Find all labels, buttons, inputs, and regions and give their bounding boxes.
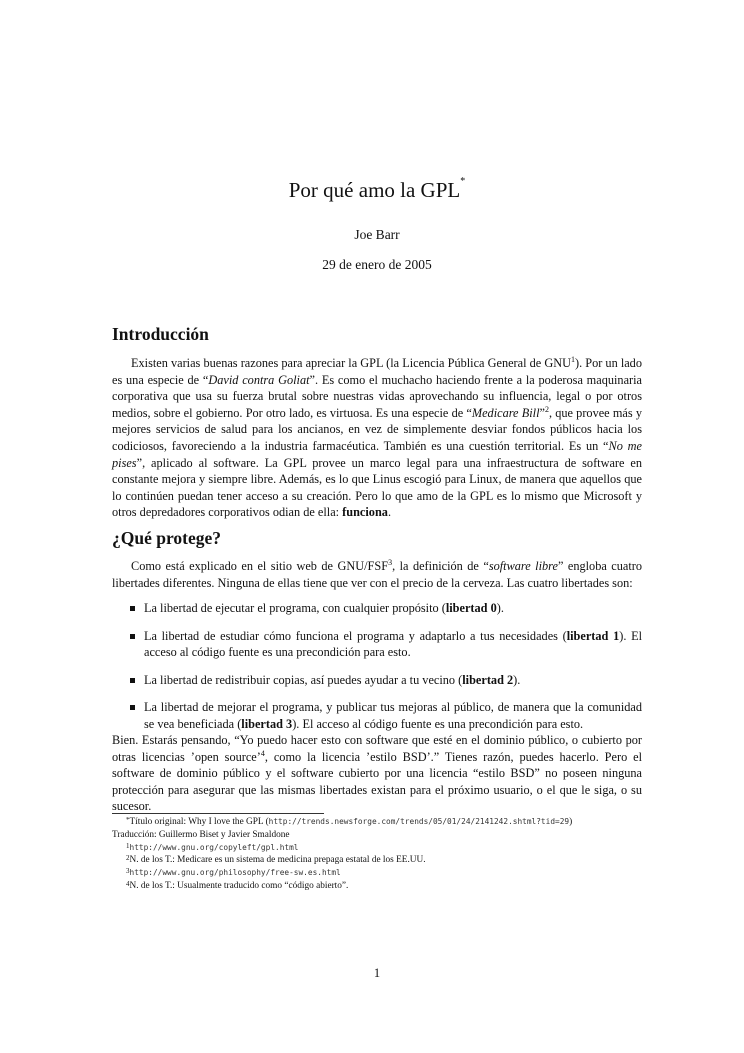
footnote-star: *Título original: Why I love the GPL (http://trends.newsforge.com/trends/05/01/24/2141242.shtml?tid=29) <box>126 816 573 827</box>
footnote-link[interactable]: http://www.gnu.org/copyleft/gpl.html <box>129 842 299 852</box>
freedoms-list <box>112 600 642 733</box>
list-item: La libertad de estudiar cómo funciona el programa y adaptarlo a tus necesidades (libertad 1). El acceso al código fuente es una precondición para esto. <box>112 628 642 661</box>
document-title: Por qué amo la GPL* <box>288 176 466 202</box>
footnote-ref-3[interactable]: 3 <box>388 558 393 567</box>
date: 29 de enero de 2005 <box>322 257 432 272</box>
bullet-icon <box>130 705 135 710</box>
author: Joe Barr <box>354 227 400 242</box>
bullet-icon <box>130 678 135 683</box>
footnote-link[interactable]: http://trends.newsforge.com/trends/05/01/24/2141242.shtml?tid=29 <box>268 817 570 826</box>
section-heading-que-protege: ¿Qué protege? <box>112 528 222 548</box>
protect-paragraph: Como está explicado en el sitio web de GNU/FSF$^3$, la definición de “software libre” engloba cuatro libertades diferentes. Ninguna de ellas tiene que ver con el precio de la cerveza. Las cuatro libertades son: <box>112 558 642 590</box>
footnote-ref-2[interactable]: 2 <box>544 404 549 414</box>
page-number: 1 <box>373 966 381 980</box>
footnotes <box>112 816 642 893</box>
closing-paragraph: Bien. Estarás pensando, “Yo puedo hacer esto con software que esté en el dominio público, o cubierto por otras licencias ’open source’$^4$, como la licencia ’estilo BSD’.” Tienes razón, puedes hacerlo. Pero el software de dominio público y el software cubierto por una licencia “estilo BSD” no poseen ninguna protección para asegurar que las mismas libertades existan para el próximo usuario, o el que le siga, o su sucesor. <box>112 733 643 814</box>
bullet-icon <box>130 634 135 639</box>
footnote-4: $^4$N. de los T.: Usualmente traducido como “código abierto”. <box>126 879 349 891</box>
footnote-2: $^2$N. de los T.: Medicare es un sistema de medicina prepaga estatal de los EE.UU. <box>126 854 426 866</box>
title-footnote-mark: * <box>460 176 466 187</box>
footnote-ref-1[interactable]: 1 <box>570 355 575 364</box>
bullet-icon <box>130 606 135 611</box>
footnote-translation: Traducción: Guillermo Biset y Javier Smaldone <box>112 829 290 840</box>
footnote-divider <box>112 813 324 814</box>
footnote-3: $^3$http://www.gnu.org/philosophy/free-sw.es.html <box>126 867 341 878</box>
list-item: La libertad de mejorar el programa, y publicar tus mejoras al público, de manera que la comunidad se vea beneficiada (libertad 3). El acceso al código fuente es una precondición para esto. <box>112 699 642 732</box>
section-heading-introduccion: Introducción <box>112 324 209 344</box>
footnote-link[interactable]: http://www.gnu.org/philosophy/free-sw.es.html <box>129 868 341 878</box>
list-item: La libertad de redistribuir copias, así puedes ayudar a tu vecino (libertad 2). <box>112 672 642 689</box>
footnote-1: $^1$http://www.gnu.org/copyleft/gpl.html <box>126 841 299 852</box>
footnote-ref-4[interactable]: 4 <box>260 748 265 758</box>
list-item: La libertad de ejecutar el programa, con cualquier propósito (libertad 0). <box>112 600 642 617</box>
intro-paragraph: Existen varias buenas razones para apreciar la GPL (la Licencia Pública General de GNU$^1$). Por un lado es una especie de “David contra Goliat”. Es como el muchacho haciendo frente a la poderosa maquinaria corporativa que usa su fuerza brutal sobre nuestras vidas aprovechando su influencia, legal o por otros medios, sobre el gobierno. Por otro lado, es virtuosa. Es una especie de “Medicare Bill”$^2$, que provee más y mejores servicios de salud para los ancianos, en vez de simplemente desviar fondos públicos hacia los codiciosos, favoreciendo a la industria farmacéutica. También es una cuestión territorial. Es un “No me pises”, aplicado al software. La GPL provee un marco legal para una infraestructura de software en constante mejora y siempre libre. Además, es lo que Linus escogió para Linux, de manera que aquellos que lo continúen puedan tener acceso a su creación. Pero lo que amo de la GPL es lo mismo que Microsoft y otros depredadores corporativos odian de ella: funciona. <box>112 355 643 520</box>
